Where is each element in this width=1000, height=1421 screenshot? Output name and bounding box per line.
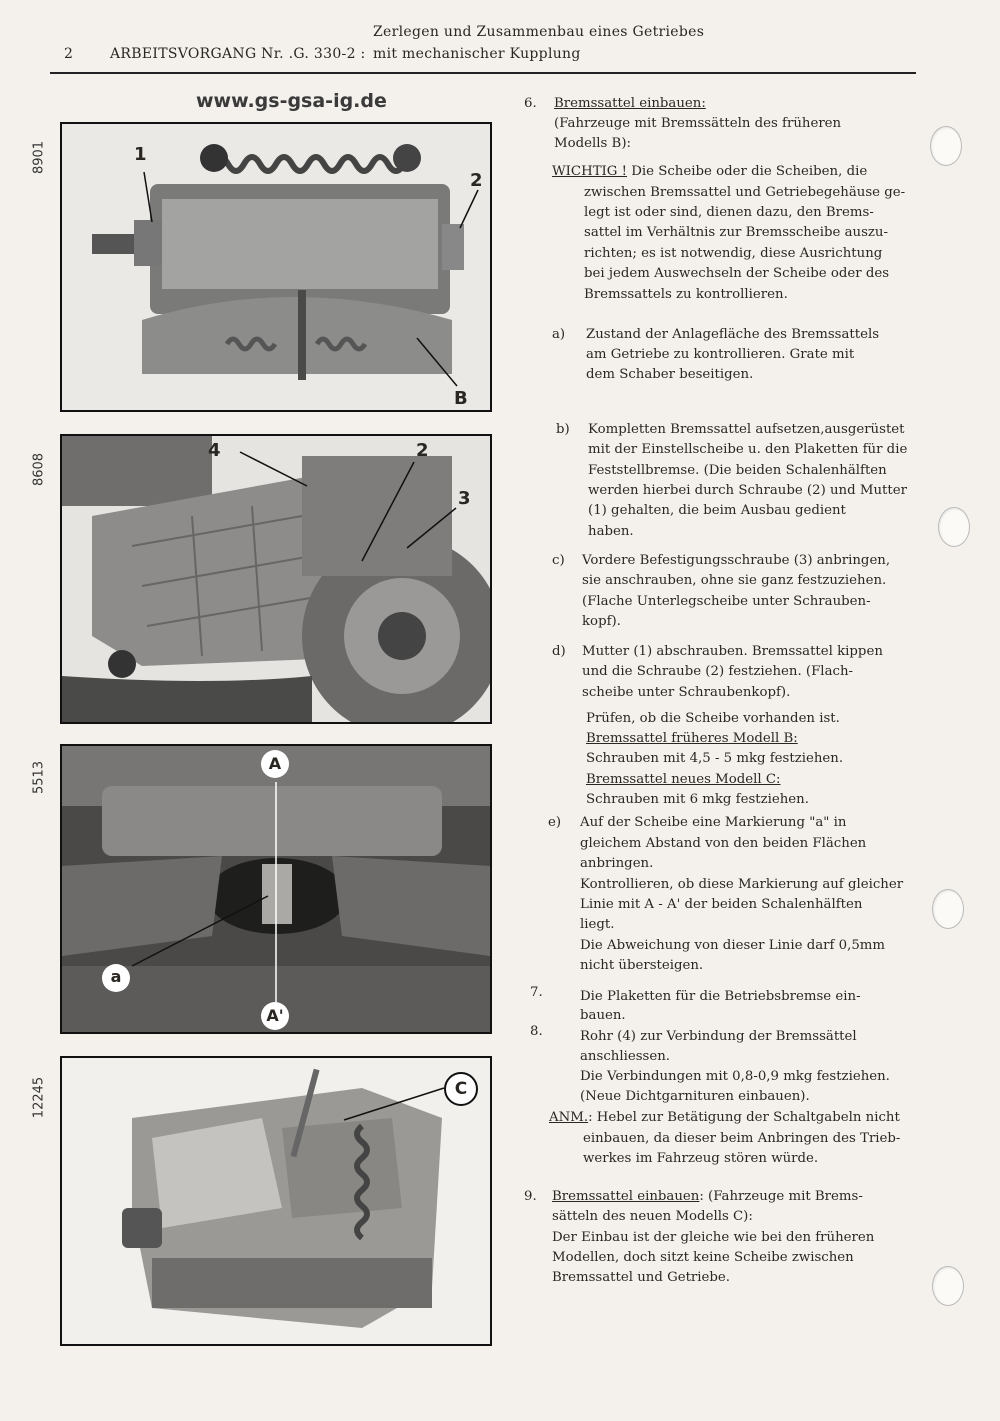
substep-b-line-1: Kompletten Bremssattel aufsetzen,ausgerüstet [588,422,905,437]
callout-C: C [454,1079,468,1099]
photo-caliper-model-c [60,1056,492,1346]
substep-c-line-3: (Flache Unterlegscheibe unter Schrauben- [582,594,871,609]
title-line-2: mit mechanischer Kupplung [373,46,581,62]
substep-d-line-7: Bremssattel neues Modell C: [586,772,781,787]
substep-d-line-4: Prüfen, ob die Scheibe vorhanden ist. [586,711,840,726]
step-7-line-2: bauen. [580,1008,626,1023]
substep-e-line-2: gleichem Abstand von den beiden Flächen [580,836,867,851]
callout-A-prime: A' [266,1006,284,1025]
callout-a: a [110,967,122,986]
wichtig-line-7: Bremssattels zu kontrollieren. [584,287,788,302]
operation-number: ARBEITSVORGANG Nr. .G. 330-2 : [110,46,366,62]
step-9-line-3: Der Einbau ist der gleiche wie bei den früheren [552,1230,875,1245]
substep-d-line-2: und die Schraube (2) festziehen. (Flach- [582,664,853,679]
anm-line-3: werkes im Fahrzeug stören würde. [583,1151,819,1166]
substep-e-line-1: Auf der Scheibe eine Markierung "a" in [580,815,847,830]
step-9-title: Bremssattel einbauen [552,1189,700,1204]
wichtig-line-4: sattel im Verhältnis zur Bremsscheibe auszu- [584,225,888,240]
callout-A: A [268,754,282,773]
wichtig-line-5: richten; es ist notwendig, diese Ausrichtung [584,246,883,261]
substep-b-line-5: (1) gehalten, die beim Ausbau gedient [588,503,846,518]
binder-hole-2 [938,507,970,547]
step-6-line-1: (Fahrzeuge mit Bremssätteln des früheren [554,116,842,131]
anm-text-1: : Hebel zur Betätigung der Schaltgabeln nicht [588,1110,900,1125]
substep-e-line-8: nicht übersteigen. [580,958,704,973]
substep-c-label: c) [552,553,565,568]
step-7-number: 7. [530,985,543,1000]
step-9-line-4: Modellen, doch sitzt keine Scheibe zwischen [552,1250,854,1265]
substep-a-line-2: am Getriebe zu kontrollieren. Grate mit [586,347,855,362]
substep-d-line-1: Mutter (1) abschrauben. Bremssattel kippen [582,644,883,659]
binder-hole-4 [932,1266,964,1306]
callout-A-circle [261,750,289,778]
photo-gearbox-caliper [60,434,492,724]
substep-c-line-1: Vordere Befestigungsschraube (3) anbringen, [582,553,891,568]
page-number: 2 [64,46,74,62]
step-6-title: Bremssattel einbauen: [554,96,706,111]
substep-b-line-6: haben. [588,524,634,539]
wichtig-text-1: Die Scheibe oder die Scheiben, die [627,164,868,179]
callout-A-prime-circle [261,1002,289,1030]
wichtig-label: WICHTIG ! [552,164,628,179]
substep-d-line-3: scheibe unter Schraubenkopf). [582,685,791,700]
photo-marking-alignment [60,744,492,1034]
substep-e-line-3: anbringen. [580,856,654,871]
step-9-text-1: : (Fahrzeuge mit Brems- [699,1189,863,1204]
substep-a-label: a) [552,327,566,342]
wichtig-line-2: zwischen Bremssattel und Getriebegehäuse ge- [584,185,906,200]
callout-1: 1 [134,144,147,165]
figure-code-4: 12245 [31,1076,47,1119]
substep-b-line-3: Feststellbremse. (Die beiden Schalenhälften [588,463,887,478]
step-6-number: 6. [524,96,537,111]
substep-a-line-1: Zustand der Anlagefläche des Bremssattels [586,327,880,342]
anm-line-1 [549,1108,900,1128]
step-6-line-2: Modells B): [554,136,631,151]
substep-d-label: d) [552,644,566,659]
substep-b-line-4: werden hierbei durch Schraube (2) und Mutter [588,483,907,498]
substep-c-line-2: sie anschrauben, ohne sie ganz festzuziehen. [582,573,887,588]
header-rule [50,72,916,74]
substep-b-line-2: mit der Einstellscheibe u. den Plaketten für die [588,442,908,457]
step-9-line-2: sätteln des neuen Modells C): [552,1209,753,1224]
substep-b-label: b) [556,422,570,437]
substep-d-line-6: Schrauben mit 4,5 - 5 mkg festziehen. [586,751,844,766]
step-7-line-1: Die Plaketten für die Betriebsbremse ein- [580,989,861,1004]
callout-2: 2 [470,170,483,191]
step-9-number: 9. [524,1189,537,1204]
binder-hole-3 [932,889,964,929]
callout-C-circle [444,1072,478,1106]
photo-caliper-front [60,122,492,412]
substep-e-line-5: Linie mit A - A' der beiden Schalenhälften [580,897,863,912]
figure-code-1: 8901 [31,140,47,175]
callout-4: 4 [208,440,221,461]
substep-c-line-4: kopf). [582,614,621,629]
website-label: www.gs-gsa-ig.de [196,90,387,112]
substep-d-line-8: Schrauben mit 6 mkg festziehen. [586,792,809,807]
substep-d-line-5: Bremssattel früheres Modell B: [586,731,798,746]
step-8-line-3: Die Verbindungen mit 0,8-0,9 mkg festziehen. [580,1069,890,1084]
callout-3: 3 [458,488,471,509]
substep-e-line-7: Die Abweichung von dieser Linie darf 0,5mm [580,938,886,953]
wichtig-line-6: bei jedem Auswechseln der Scheibe oder des [584,266,890,281]
anm-line-2: einbauen, da dieser beim Anbringen des Trieb- [583,1131,901,1146]
title-line-1: Zerlegen und Zusammenbau eines Getriebes [373,24,705,40]
substep-a-line-3: dem Schaber beseitigen. [586,367,754,382]
step-9-line-5: Bremssattel und Getriebe. [552,1270,731,1285]
step-8-line-4: (Neue Dichtgarnituren einbauen). [580,1089,810,1104]
callout-2b: 2 [416,440,429,461]
step-8-number: 8. [530,1024,543,1039]
figure-code-2: 8608 [31,452,47,487]
callout-a-circle [102,964,130,992]
substep-e-line-4: Kontrollieren, ob diese Markierung auf gleicher [580,877,904,892]
binder-hole-1 [930,126,962,166]
step-9-line-1 [552,1187,863,1207]
step-8-line-2: anschliessen. [580,1049,671,1064]
wichtig-line-1 [552,162,867,182]
callout-B: B [454,388,468,409]
step-8-line-1: Rohr (4) zur Verbindung der Bremssättel [580,1029,857,1044]
substep-e-label: e) [548,815,562,830]
figure-code-3: 5513 [31,760,47,795]
substep-e-line-6: liegt. [580,917,615,932]
wichtig-line-3: legt ist oder sind, dienen dazu, den Brems- [584,205,874,220]
anm-label: ANM. [549,1110,589,1125]
